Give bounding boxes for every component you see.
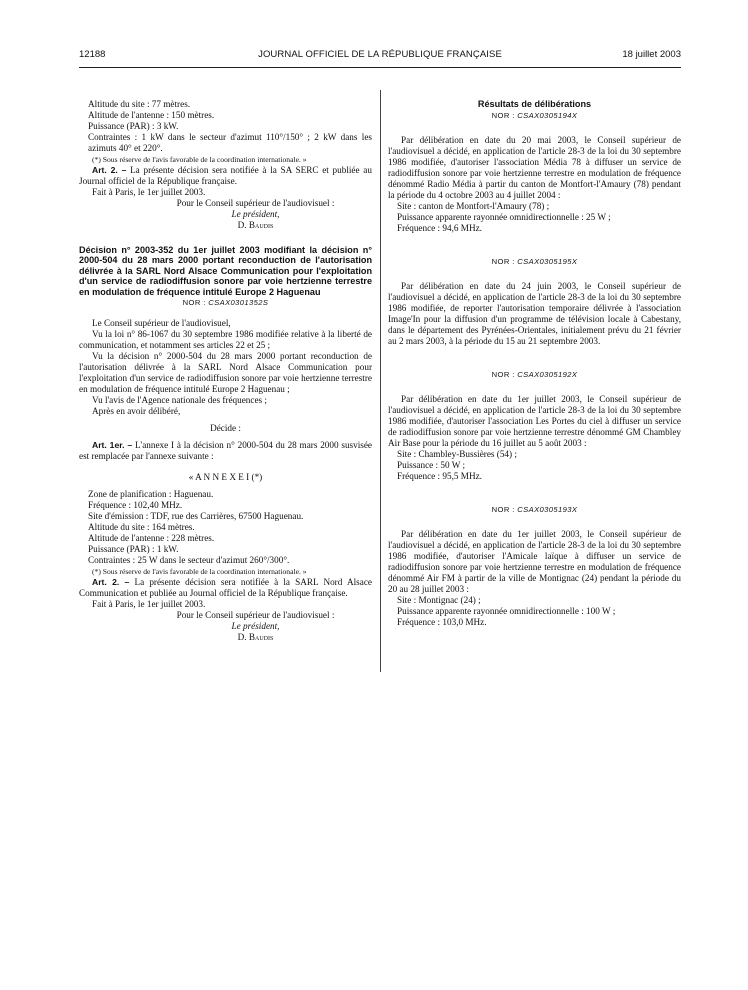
coordination-note: (*) Sous réserve de l'avis favorable de la coordination internationale. » — [92, 155, 307, 164]
spec-line: Puissance (PAR) : 3 kW. — [88, 121, 179, 131]
deliberation-specs — [388, 595, 681, 628]
spec-line: Contraintes : 1 kW dans le secteur d'azimut 110°/150° ; 2 kW dans les azimuts 40° et 220°. — [88, 132, 372, 153]
left-column — [79, 99, 372, 643]
column-divider — [380, 90, 381, 672]
spec-line: Site : Montignac (24) ; — [397, 595, 481, 605]
nor-label: NOR : — [491, 505, 515, 514]
signature-line: Pour le Conseil supérieur de l'audiovisuel : — [176, 198, 335, 208]
spec-line: Puissance : 50 W ; — [397, 460, 466, 470]
spec-line: Site : canton de Montfort-l'Amaury (78) ; — [397, 201, 550, 211]
deliberation-text: Par délibération en date du 1er juillet 2003, le Conseil supérieur de l'audiovisuel a décidé, en application de l'article 28-3 de la loi du 30 septembre 1986 modifiée, d'autoriser l'association Les Portes du ciel à diffuser un service de radiodiffusion sonore par voie hertzienne terrestre dénommé GM Chambley Air Base pour la période du 16 juillet au 5 août 2003 : — [388, 394, 681, 448]
annexe-line: Site d'émission : TDF, rue des Carrières, 67500 Haguenau. — [88, 511, 304, 522]
annexe-line: Altitude de l'antenne : 228 mètres. — [88, 533, 215, 544]
decide-heading: Décide : — [210, 423, 241, 434]
spec-line: Fréquence : 103,0 MHz. — [397, 617, 487, 627]
fait-line: Fait à Paris, le 1er juillet 2003. — [92, 187, 206, 197]
section-nor — [388, 504, 681, 515]
article-label: Art. 2. – — [92, 165, 127, 175]
spec-line: Site : Chambley-Bussières (54) ; — [397, 449, 517, 459]
header-rule — [79, 67, 681, 68]
decision-title: Décision n° 2003-352 du 1er juillet 2003 modifiant la décision n° 2000-504 du 28 mars 2000 portant reconduction de l'autorisation délivrée à la SARL Nord Alsace Communication pour l'exploitation d'un service de radiodiffusion sonore par voie hertzienne terrestre en modulation de fréquence intitulé Europe 2 Haguenau — [79, 245, 372, 297]
right-column — [388, 99, 681, 628]
deliberation-section — [388, 110, 681, 234]
visa-line: Vu la loi n° 86-1067 du 30 septembre 1986 modifiée relative à la liberté de communication, et notamment ses articles 22 et 25 ; — [79, 329, 372, 351]
deliberation-text: Par délibération en date du 1er juillet 2003, le Conseil supérieur de l'audiovisuel a décidé, en application de l'article 28-3 de la loi du 30 septembre 1986 modifiée, d'autoriser l'Amicale laïque à diffuser un service de radiodiffusion sonore par voie hertzienne terrestre en modulation de fréquence dénommé Air FM à partir de la ville de Montignac (24) pendant la période du 20 au 28 juillet 2003 : — [388, 529, 681, 594]
previous-decision-specs — [79, 99, 372, 154]
deliberation-specs — [388, 449, 681, 482]
section-nor — [388, 110, 681, 121]
deliberation-section — [388, 369, 681, 482]
article-text: La présente décision sera notifiée à la SARL Nord Alsace Communication et publiée au Journal officiel de la République française. — [79, 577, 372, 599]
spec-line: Puissance apparente rayonnée omnidirectionnelle : 100 W ; — [397, 606, 616, 616]
deliberation-section — [388, 256, 681, 347]
annexe-specs — [79, 489, 372, 566]
signature-name: D. Baudis — [237, 220, 274, 230]
visa-line: Vu l'avis de l'Agence nationale des fréquences ; — [92, 395, 267, 406]
signature-role: Le président, — [231, 621, 280, 632]
annexe-line: Fréquence : 102,40 MHz. — [88, 500, 183, 511]
article-label: Art. 1er. – — [92, 440, 133, 451]
deliberation-section — [388, 504, 681, 628]
section-nor — [388, 369, 681, 380]
coordination-note: (*) Sous réserve de l'avis favorable de la coordination internationale. » — [92, 567, 307, 577]
spec-line: Puissance apparente rayonnée omnidirectionnelle : 25 W ; — [397, 212, 611, 222]
nor-reference: CSAX0305193X — [517, 505, 578, 514]
results-heading: Résultats de délibérations — [477, 99, 592, 109]
nor-reference: CSAX0305192X — [517, 370, 578, 379]
article-label: Art. 2. – — [92, 577, 130, 588]
visa-line: Le Conseil supérieur de l'audiovisuel, — [92, 318, 231, 329]
nor-reference: CSAX0301352S — [208, 298, 269, 308]
article-text: La présente décision sera notifiée à la SA SERC et publiée au Journal officiel de la République française. — [79, 165, 372, 186]
article-2-paragraph — [79, 165, 372, 187]
signature-line: Pour le Conseil supérieur de l'audiovisuel : — [176, 610, 335, 621]
deliberation-text: Par délibération en date du 24 juin 2003, le Conseil supérieur de l'audiovisuel a décidé, en application de l'article 28-3 de la loi du 30 septembre 1986 modifiée, de reporter l'autorisation temporaire délivrée à l'association Image'In pour la diffusion d'un programme de télévision locale à Cabestany, dans le département des Pyrénées-Orientales, initialement prévu du 21 février au 2 mars 2003, à la période du 15 au 21 septembre 2003. — [388, 281, 681, 346]
annexe-line: Altitude du site : 164 mètres. — [88, 522, 195, 533]
section-nor — [388, 256, 681, 267]
signature-role: Le président, — [231, 209, 280, 219]
spec-line: Altitude de l'antenne : 150 mètres. — [88, 110, 215, 120]
signature-name: D. Baudis — [237, 632, 274, 643]
annexe-line: Contraintes : 25 W dans le secteur d'azimut 260°/300°. — [88, 555, 290, 566]
nor-reference: CSAX0305194X — [517, 111, 578, 120]
article-text: L'annexe I à la décision n° 2000-504 du 28 mars 2000 susvisée est remplacée par l'annexe suivante : — [79, 440, 372, 462]
fait-line: Fait à Paris, le 1er juillet 2003. — [92, 599, 206, 610]
annexe-line: Zone de planification : Haguenau. — [88, 489, 214, 500]
spec-line: Fréquence : 94,6 MHz. — [397, 223, 482, 233]
deliberation-specs — [388, 201, 681, 234]
nor-label: NOR : — [491, 111, 515, 120]
nor-reference: CSAX0305195X — [517, 257, 578, 266]
annexe-line: Puissance (PAR) : 1 kW. — [88, 544, 179, 555]
issue-date: 18 juillet 2003 — [622, 49, 681, 60]
annexe-title: « A N N E X E I (*) — [188, 472, 263, 483]
nor-label: NOR : — [182, 298, 206, 308]
decision-nor — [79, 297, 372, 308]
spec-line: Fréquence : 95,5 MHz. — [397, 471, 482, 481]
article-2-paragraph — [79, 577, 372, 599]
page-header — [79, 49, 681, 63]
visa-line: Après en avoir délibéré, — [92, 406, 181, 417]
article-1-paragraph — [79, 440, 372, 462]
nor-label: NOR : — [491, 370, 515, 379]
spec-line: Altitude du site : 77 mètres. — [88, 99, 191, 109]
visa-line: Vu la décision n° 2000-504 du 28 mars 2000 portant reconduction de l'autorisation délivrée à la SARL Nord Alsace Communication pour l'exploitation d'un service de radiodiffusion sonore par voie hertzienne terrestre en modulation de fréquence intitulé Europe 2 Haguenau ; — [79, 351, 372, 395]
nor-label: NOR : — [491, 257, 515, 266]
journal-title: JOURNAL OFFICIEL DE LA RÉPUBLIQUE FRANÇAISE — [258, 49, 502, 60]
deliberation-text: Par délibération en date du 20 mai 2003, le Conseil supérieur de l'audiovisuel a décidé, en application de l'article 28-3 de la loi du 30 septembre 1986 modifiée, d'autoriser l'association Média 78 à diffuser un service de radiodiffusion sonore par voie hertzienne terrestre en modulation de fréquence dénommé Radio Média à partir du canton de Montfort-l'Amaury (78) pendant la période du 4 octobre 2003 au 4 juillet 2004 : — [388, 135, 681, 200]
page-number: 12188 — [79, 49, 106, 60]
